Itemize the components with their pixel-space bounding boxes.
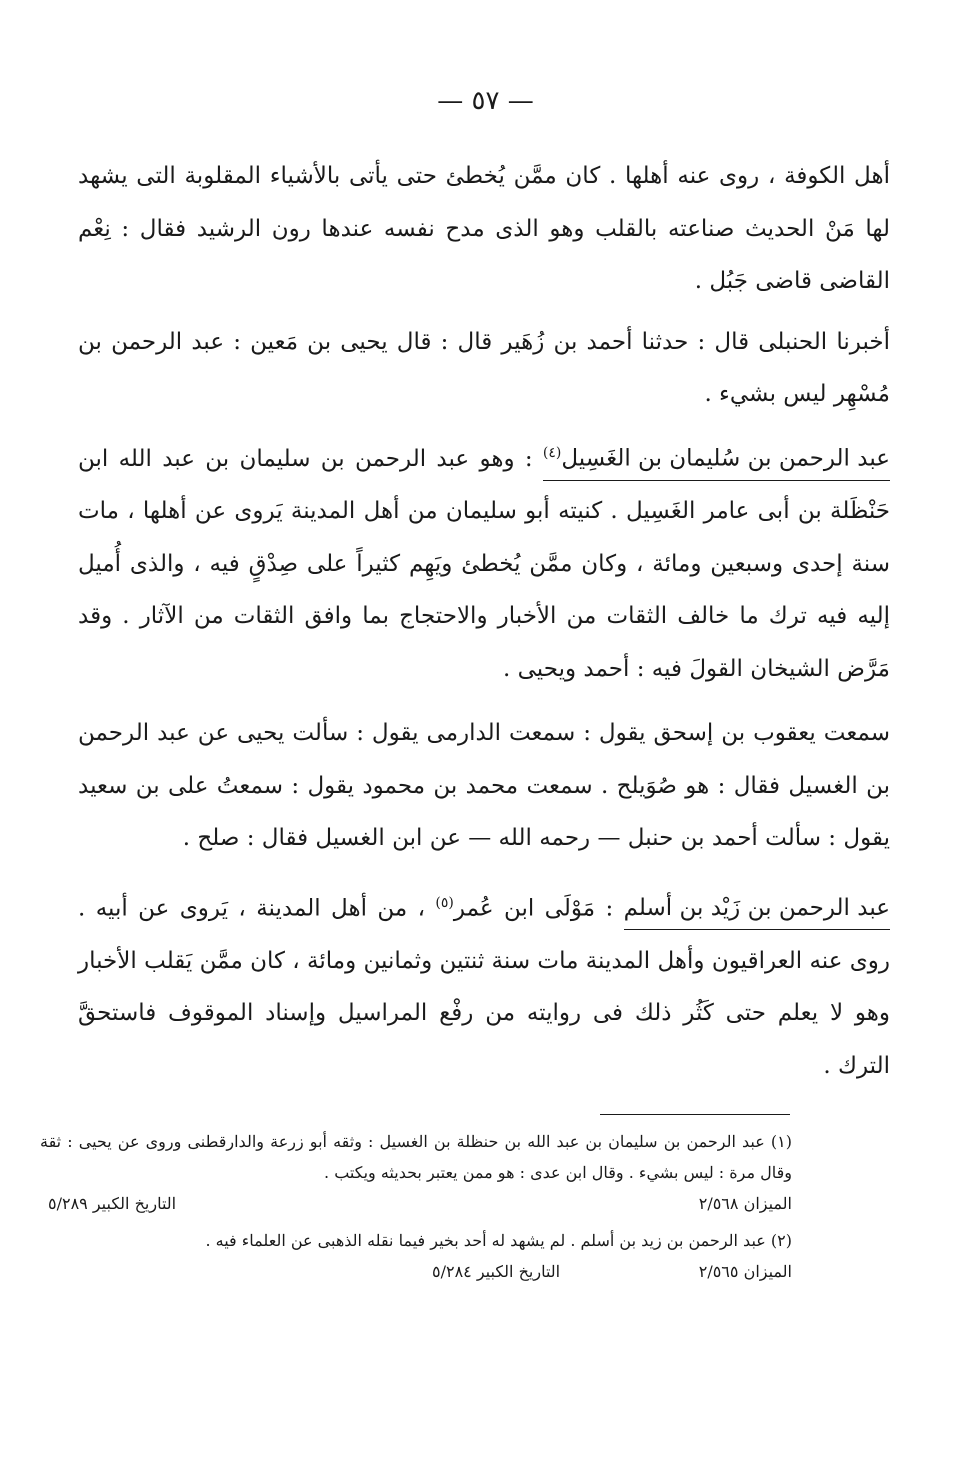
footnote-2: (٢) عبد الرحمن بن زيد بن أسلم . لم يشهد له أحد بخير فيما نقله الذهبى عن العلماء فيه . (205, 1231, 792, 1250)
page-number: — ٥٧ — (437, 86, 534, 116)
paragraph-kufa: أهل الكوفة ، روى عنه أهلها . كان ممَّن يُخطئ حتى يأتى بالأشياء المقلوبة التى يشهد لها مَنْ الحديث صناعته بالقلب وهو الذى مدح نفسه عندها رون الرشيد فقال : نِعْم القاضى قاضى جَبُل . (78, 163, 890, 294)
entry-ibn-al-ghasil (78, 433, 890, 696)
entry-ibn-zayd-ibn-aslam (78, 877, 890, 1093)
entry-body-a: : مَوْلَى ابن عُمر (453, 895, 624, 922)
entry-body-b: ، من أهل المدينة ، يَروى عن أبيه . روى عنه العراقيون وأهل المدينة مات سنة ثنتين وثمانين ومائة ، كان ممَّن يَقلب الأخبار وهو لا يعلم حتى كَثُر ذلك فى روايته من رفْع المراسيل وإسناد الموقوف فاستحقَّ الترك . (78, 895, 890, 1079)
paragraph-ibn-mushir: أخبرنا الحنبلى قال : حدثنا أحمد بن زُهَير قال : قال يحيى بن مَعين : عبد الرحمن بن مُسْهِر ليس بشيء . (78, 328, 890, 407)
source-tarikh: التاريخ الكبير ٥/٢٨٩ (48, 1194, 177, 1213)
entry-heading-ibn-zayd: عبد الرحمن بن زَيْد بن أسلم (624, 893, 890, 930)
entry-heading-text: عبد الرحمن بن سُليمان بن الغَسِيل (561, 445, 890, 472)
footnote-mark: (٤) (542, 444, 562, 461)
source-mizan: الميزان ٢/٥٦٨ (698, 1194, 792, 1213)
footnote-separator (600, 1114, 790, 1115)
entry-body: : وهو عبد الرحمن بن سليمان بن عبد الله ابن حَنْظَلة بن أبى عامر الغَسِيل . كنيته أبو سليمان من أهل المدينة يَروى عن أهلها ، مات سنة إحدى وسبعين ومائة ، وكان ممَّن يُخطئ ويَهِم كثيراً على صِدْقٍ فيه ، والذى أُميل إليه فيه ترك ما خالف الثقات من الأخبار والاحتجاج بما وافق الثقات من الآثار . وقد مَرَّض الشيخان القولَ فيه : أحمد ويحيى . (78, 445, 890, 682)
footnote-mark: (٥) (435, 894, 454, 911)
footnote-1-sources (40, 1188, 792, 1219)
footnote-1: (١) عبد الرحمن بن سليمان بن عبد الله بن حنظلة بن الغسيل : وثقه أبو زرعة والدارقطنى وروى عن يحيى : ثقة وقال مرة : ليس بشيء . وقال ابن عدى : هو ممن يعتبر بحديثه ويكتب . (40, 1132, 792, 1182)
entry-heading-ibn-al-ghasil (543, 438, 890, 481)
source-mizan: الميزان ٢/٥٦٥ (698, 1262, 792, 1281)
paragraph-darimi: سمعت يعقوب بن إسحق يقول : سمعت الدارمى يقول : سألت يحيى عن عبد الرحمن بن الغسيل فقال : هو صُوَيلح . سمعت محمد بن محمود يقول : سمعتُ على بن سعيد يقول : سألت أحمد بن حنبل — رحمه الله — عن ابن الغسيل فقال : صلح . (78, 720, 890, 851)
footnote-2-sources (424, 1256, 792, 1287)
main-text (78, 150, 890, 1092)
source-tarikh: التاريخ الكبير ٥/٢٨٤ (432, 1262, 561, 1281)
footnotes (40, 1126, 792, 1287)
